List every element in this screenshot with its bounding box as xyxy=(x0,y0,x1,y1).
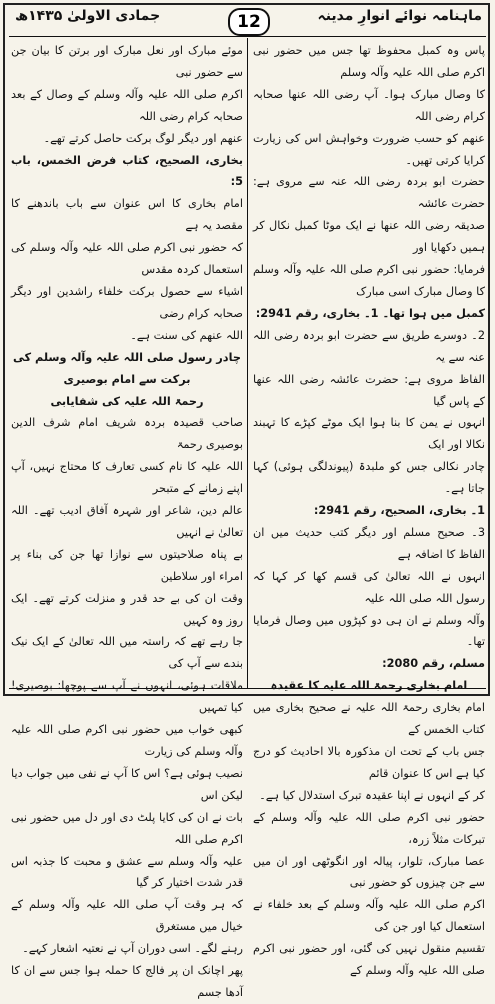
reference: 1۔ بخاری، الصحیح، رقم 2941: xyxy=(313,504,485,518)
issue-date: جمادی الاولیٰ ۱۴۳۵ھ xyxy=(15,8,161,24)
text-line: حضرت ابو بردہ رضی اللہ عنہ سے مروی ہے: حضرت عائشہ xyxy=(253,175,485,211)
text-line: کا وصال مبارک ہوا۔ آپ رضی اللہ عنھا صحابہ کرام رضی اللہ xyxy=(253,87,485,123)
text-line: کر کے انہوں نے اپنا عقیدہ تبرک استدلال کیا ہے۔ xyxy=(259,788,485,802)
text-line: پھر اچانک ان پر فالج کا حملہ ہوا جس سے ان کا آدھا جسم xyxy=(11,964,243,999)
text-line: جا رہے تھے کہ راستہ میں اللہ تعالیٰ کے ایک نیک بندے سے آپ کی xyxy=(11,635,243,671)
text-line: انہوں نے اللہ تعالیٰ کی قسم کھا کر کہا کہ رسول اللہ صلی اللہ علیہ xyxy=(253,569,485,605)
right-column xyxy=(253,40,485,978)
text-line: جس باب کے تحت ان مذکورہ بالا احادیث کو درج کیا ہے اس کا عنوان قائم xyxy=(253,745,485,780)
text-line: صاحب قصیدہ بردہ شریف امام شرف الدین بوصیری رحمۃ xyxy=(11,416,243,452)
text-line: کہ ہر وقت آپ صلی اللہ علیہ وآلہ وسلم کے خیال میں مستغرق xyxy=(11,898,243,934)
page-header xyxy=(9,6,486,36)
text-line: تقسیم منقول نہیں کی گئی، اور حضور نبی اکرم صلی اللہ علیہ وآلہ وسلم کے xyxy=(253,942,485,978)
text-line: علیہ وآلہ وسلم سے عشق و محبت کا جذبہ اس قدر شدت اختیار کر گیا xyxy=(11,854,243,890)
text-line: بے پناہ صلاحیتوں سے نوازا تھا جن کی بناء پر امراء اور سلاطین xyxy=(11,547,243,583)
text-line: الفاظ مروی ہے: حضرت عائشہ رضی اللہ عنھا کے پاس گیا xyxy=(253,372,485,408)
left-column xyxy=(11,40,243,999)
text-line: اللہ عنھم کی سنت ہے۔ xyxy=(130,328,243,342)
text-line: وقت ان کی بے حد قدر و منزلت کرتے تھے۔ ایک روز وہ کہیں xyxy=(11,591,243,627)
text-line: چادر نکالی جس کو ملبدۃ (پیوندلگی ہوئی) کہا جاتا ہے۔ xyxy=(253,460,485,496)
text-line: امام بخاری رحمۃ اللہ علیہ نے صحیح بخاری میں کتاب الخمس کے xyxy=(253,701,485,737)
section-heading: رحمۃ اللہ علیہ کی شفایابی xyxy=(50,394,204,408)
text-line: کبھی خواب میں حضور نبی اکرم صلی اللہ علیہ وآلہ وسلم کی زیارت xyxy=(11,723,243,758)
magazine-title: ماہنامہ نوائے انوارِ مدینہ xyxy=(317,8,482,24)
page-number: 12 xyxy=(228,8,270,36)
text-line: اشیاء سے حصول برکت خلفاء راشدین اور دیگر صحابہ کرام رضی xyxy=(11,284,243,320)
text-line: موئے مبارک اور نعل مبارک اور برتن کا بیان جن سے حضور نبی xyxy=(11,44,243,79)
text-line: 2۔ دوسرے طریق سے حضرت ابو بردہ رضی اللہ عنہ سے یہ xyxy=(253,328,485,364)
text-line: اکرم صلی اللہ علیہ وآلہ وسلم کے بعد خلفاء نے استعمال کیا اور جن کی xyxy=(253,898,485,934)
text-line: عنھم اور دیگر لوگ برکت حاصل کرتے تھے۔ xyxy=(43,131,243,145)
text-line: رہنے لگے۔ اسی دوران آپ نے نعتیہ اشعار کہے۔ xyxy=(22,942,243,956)
text-line: پاس وہ کمبل محفوظ تھا جس میں حضور نبی اکرم صلی اللہ علیہ وآلہ وسلم xyxy=(253,44,485,79)
text-line: اللہ علیہ کا نام کسی تعارف کا محتاج نہیں، آپ اپنے زمانے کے متبحر xyxy=(11,460,243,496)
text-line: اکرم صلی اللہ علیہ وآلہ وسلم کے وصال کے بعد صحابہ کرام رضی اللہ xyxy=(11,87,243,123)
text-line: فرمایا: حضور نبی اکرم صلی اللہ علیہ وآلہ وسلم کا وصال مبارک اسی مبارک xyxy=(253,263,485,298)
reference: مسلم، رقم 2080: xyxy=(382,657,485,671)
text-line: 3۔ صحیح مسلم اور دیگر کتب حدیث میں ان الفاظ کا اضافہ ہے xyxy=(253,525,485,561)
text-line: انہوں نے یمن کا بنا ہوا ایک موٹے کپڑے کا تہبند نکالا اور ایک xyxy=(253,416,485,452)
reference: بخاری، الصحیح، کتاب فرض الخمس، باب 5: xyxy=(11,153,243,189)
text-line: نصیب ہوئی ہے؟ اس کا آپ نے نفی میں جواب دیا لیکن اس xyxy=(11,766,243,802)
section-heading: امام بخاری رحمۃ اللہ علیہ کا عقیدہ xyxy=(270,679,468,693)
text-line: عنھم کو حسب ضرورت وخواہش اس کی زیارت کرایا کرتی تھیں۔ xyxy=(253,131,485,167)
column-divider xyxy=(247,38,248,688)
text-line: عالم دین، شاعر اور شہرہ آفاق ادیب تھے۔ اللہ تعالیٰ نے انہیں xyxy=(11,504,243,539)
text-line: امام بخاری کا اس عنوان سے باب باندھنے کا مقصد یہ ہے xyxy=(11,197,243,233)
section-heading: چادر رسول صلی اللہ علیہ وآلہ وسلم کی برکت سے امام بوصیری xyxy=(13,350,241,386)
text-line: حضور نبی اکرم صلی اللہ علیہ وآلہ وسلم کے تبرکات مثلاً زرہ، xyxy=(253,810,485,846)
text-line: عصا مبارک، تلوار، پیالہ اور انگوٹھی اور ان میں سے جن چیزوں کو حضور نبی xyxy=(253,854,485,890)
text-line: ملاقات ہوئی، انہوں نے آپ سے پوچھا: بوصیری! کیا تمہیں xyxy=(11,679,243,715)
text-line: کہ حضور نبی اکرم صلی اللہ علیہ وآلہ وسلم کی استعمال کردہ مقدس xyxy=(11,241,243,277)
reference: کمبل میں ہوا تھا۔ 1۔ بخاری، رقم 2941: xyxy=(255,306,485,320)
header-rule xyxy=(9,36,486,37)
text-line: وآلہ وسلم نے ان ہی دو کپڑوں میں وصال فرمایا تھا۔ xyxy=(253,613,485,649)
text-line: صدیقہ رضی اللہ عنھا نے ایک موٹا کمبل نکال کر ہمیں دکھایا اور xyxy=(253,219,485,255)
text-line: بات نے ان کی کایا پلٹ دی اور دل میں حضور نبی اکرم صلی اللہ xyxy=(11,810,243,846)
